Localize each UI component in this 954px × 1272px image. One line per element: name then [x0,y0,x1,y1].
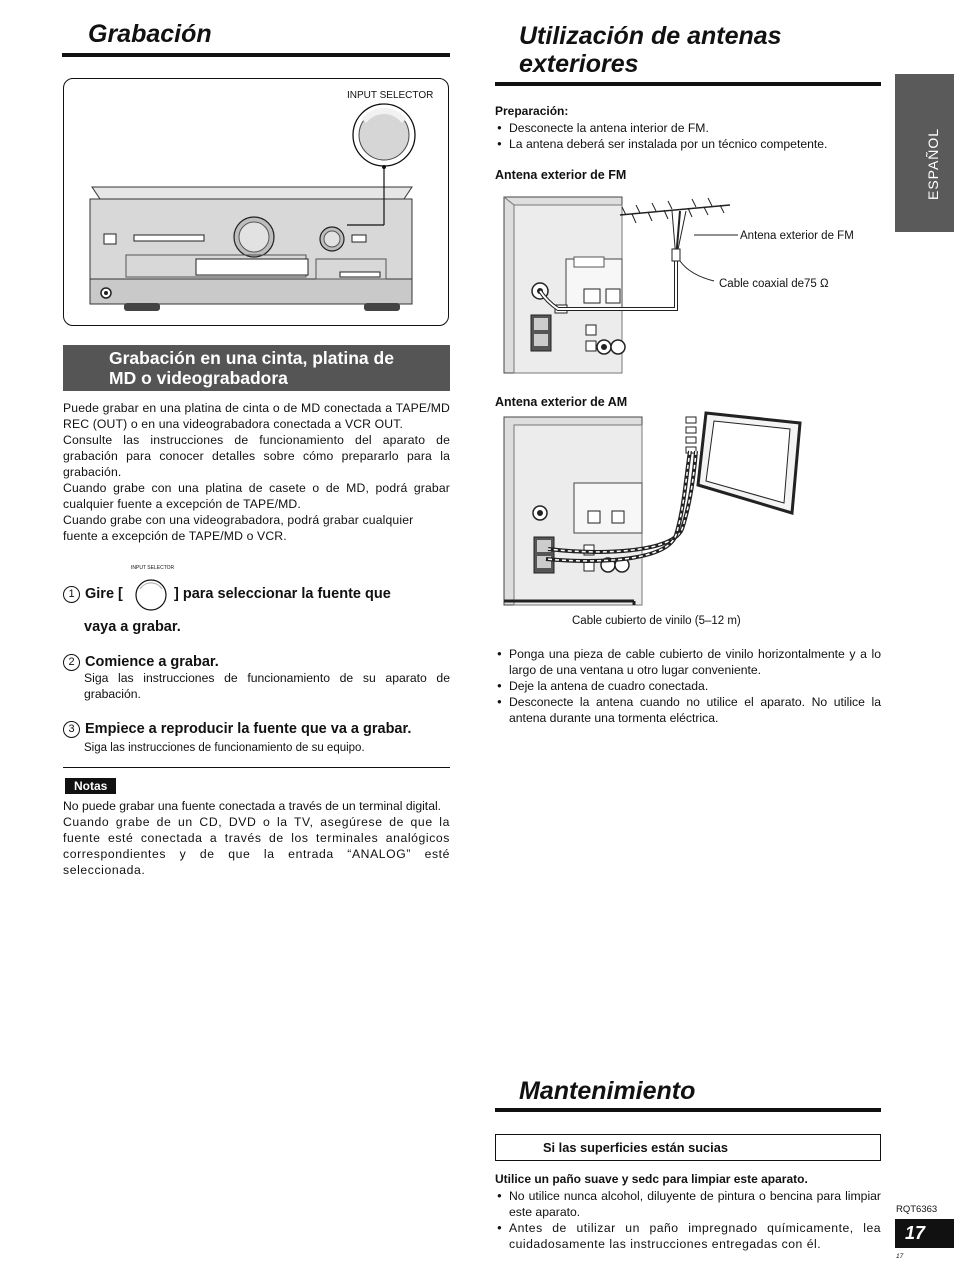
receiver-figure [63,78,449,326]
maint-item: ● Antes de utilizar un paño impregnado químicamente, lea cuidadosamente las instrucciones entregadas con él. [495,1220,881,1252]
page-title-grabacion: Grabación [88,20,212,48]
section-heading-line1: Grabación en una cinta, platina de [109,348,394,368]
step-3 [63,720,411,738]
maint-list [495,1188,881,1252]
maint-lead: Utilice un paño suave y sedc para limpiar este aparato. [495,1172,808,1186]
intro-paragraph: Puede grabar en una platina de cinta o de MD conectada a TAPE/MD REC (OUT) o en una videograbadora conectada a VCR OUT. [63,401,450,431]
prep-item: ● La antena deberá ser instalada por un técnico competente. [495,136,881,152]
step-2 [63,653,219,671]
note-paragraph: Cuando grabe de un CD, DVD o la TV, asegúrese de que la fuente esté conectada a través de los terminales analógicos correspondientes y de que la entrada “ANALOG” esté seleccionada. [63,815,450,877]
input-selector-knob-icon [131,565,175,612]
title-rule-left [62,53,450,57]
am-item: ● Deje la antena de cuadro conectada. [495,678,881,694]
title-rule-maint [495,1108,881,1112]
input-selector-label: INPUT SELECTOR [347,90,434,101]
knob-caption: INPUT SELECTOR [131,565,175,571]
intro-text [63,400,450,544]
language-tab-label: ESPAÑOL [925,127,941,200]
intro-paragraph: Consulte las instrucciones de funcionamiento del aparato de grabación para conocer detalles sobre cómo prepararlo para la grabación. [63,433,450,479]
fm-callout-antenna: Antena exterior de FM [740,230,854,242]
am-instructions [495,646,881,726]
notes-text [63,798,450,878]
intro-paragraph: Cuando grabe con una videograbadora, podrá grabar cualquier fuente a excepción de TAPE/MD o VCR. [63,513,414,543]
fm-heading: Antena exterior de FM [495,168,627,182]
language-tab [895,74,954,232]
note-paragraph: No puede grabar una fuente conectada a través de un terminal digital. [63,799,442,813]
step-number: 1 [63,586,80,603]
step-3-body: Siga las instrucciones de funcionamiento de su equipo. [84,742,365,754]
step-2-head: Comience a grabar. [85,654,219,670]
section-heading-recording [63,345,450,391]
fm-callout-cable: Cable coaxial de75 Ω [719,278,829,290]
prep-list [495,120,881,152]
prep-item: ● Desconecte la antena interior de FM. [495,120,881,136]
title-antenas-line1: Utilización de antenas [519,22,782,50]
notes-divider [63,767,450,768]
step-3-head: Empiece a reproducir la fuente que va a grabar. [85,721,412,737]
step-1-line2: vaya a grabar. [84,619,181,635]
page-title-mantenimiento: Mantenimiento [519,1077,696,1105]
intro-paragraph: Cuando grabe con una platina de casete o de MD, podrá grabar cualquier fuente a excepción de TAPE/MD. [63,481,450,511]
am-antenna-figure [500,405,882,630]
am-callout-cable: Cable cubierto de vinilo (5–12 m) [572,615,741,627]
am-heading: Antena exterior de AM [495,395,628,409]
am-antenna-illustration [500,405,882,630]
step-number: 2 [63,654,80,671]
fm-antenna-figure [500,195,882,375]
step-2-body: Siga las instrucciones de funcionamiento de su aparato de grabación. [84,671,450,701]
page-title-antenas [519,22,782,78]
section-heading-line2: MD o videograbadora [109,368,288,388]
prep-label: Preparación: [495,104,569,118]
step-1-text-after: ] para seleccionar la fuente que [174,586,391,602]
model-code: RQT6363 [896,1204,938,1215]
step-1-text-before: Gire [ [85,586,123,602]
step-number: 3 [63,721,80,738]
page-number: 17 [895,1219,954,1248]
receiver-illustration [64,79,450,327]
am-item: ● Desconecte la antena cuando no utilice el aparato. No utilice la antena durante una tormenta eléctrica. [495,694,881,726]
page-number-small: 17 [896,1253,904,1260]
am-item: ● Ponga una pieza de cable cubierto de vinilo horizontalmente y a lo largo de una ventana u otro lugar conveniente. [495,646,881,678]
title-rule-right [495,82,881,86]
notes-badge: Notas [65,778,116,794]
maint-item: ● No utilice nunca alcohol, diluyente de pintura o bencina para limpiar este aparato. [495,1188,881,1220]
maint-box: Si las superficies están sucias [495,1134,881,1161]
title-antenas-line2: exteriores [519,50,639,78]
